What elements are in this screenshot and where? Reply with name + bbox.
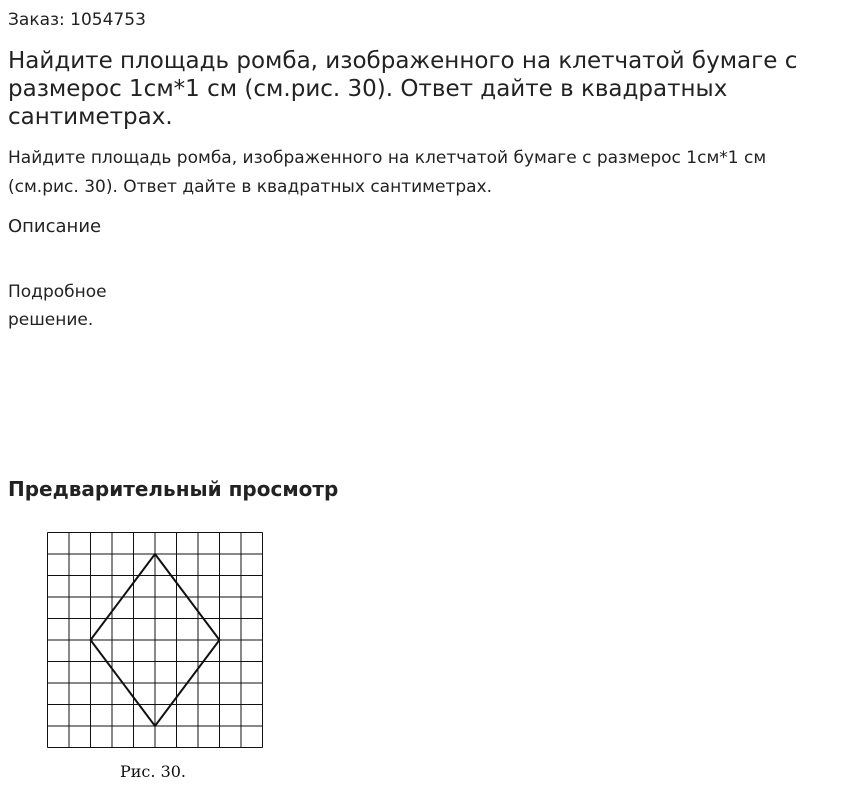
figure-caption: Рис. 30. [120,762,187,781]
grid-figure [46,531,264,751]
task-lead: Найдите площадь ромба, изображенного на клетчатой бумаге с размерос 1см*1 см (см.рис. 30). Ответ дайте в квадратных сантиметрах. [8,148,767,197]
solution-text: Подробное решение. [8,282,107,330]
task-title: Найдите площадь ромба, изображенного на клетчатой бумаге с размерос 1см*1 см (см.рис. 30). Ответ дайте в квадратных сантиметрах. [8,48,798,130]
description-label: Описание [8,216,102,237]
figure-30 [46,531,264,787]
preview-heading: Предварительный просмотр [8,477,339,501]
order-number: Заказ: 1054753 [8,10,146,30]
